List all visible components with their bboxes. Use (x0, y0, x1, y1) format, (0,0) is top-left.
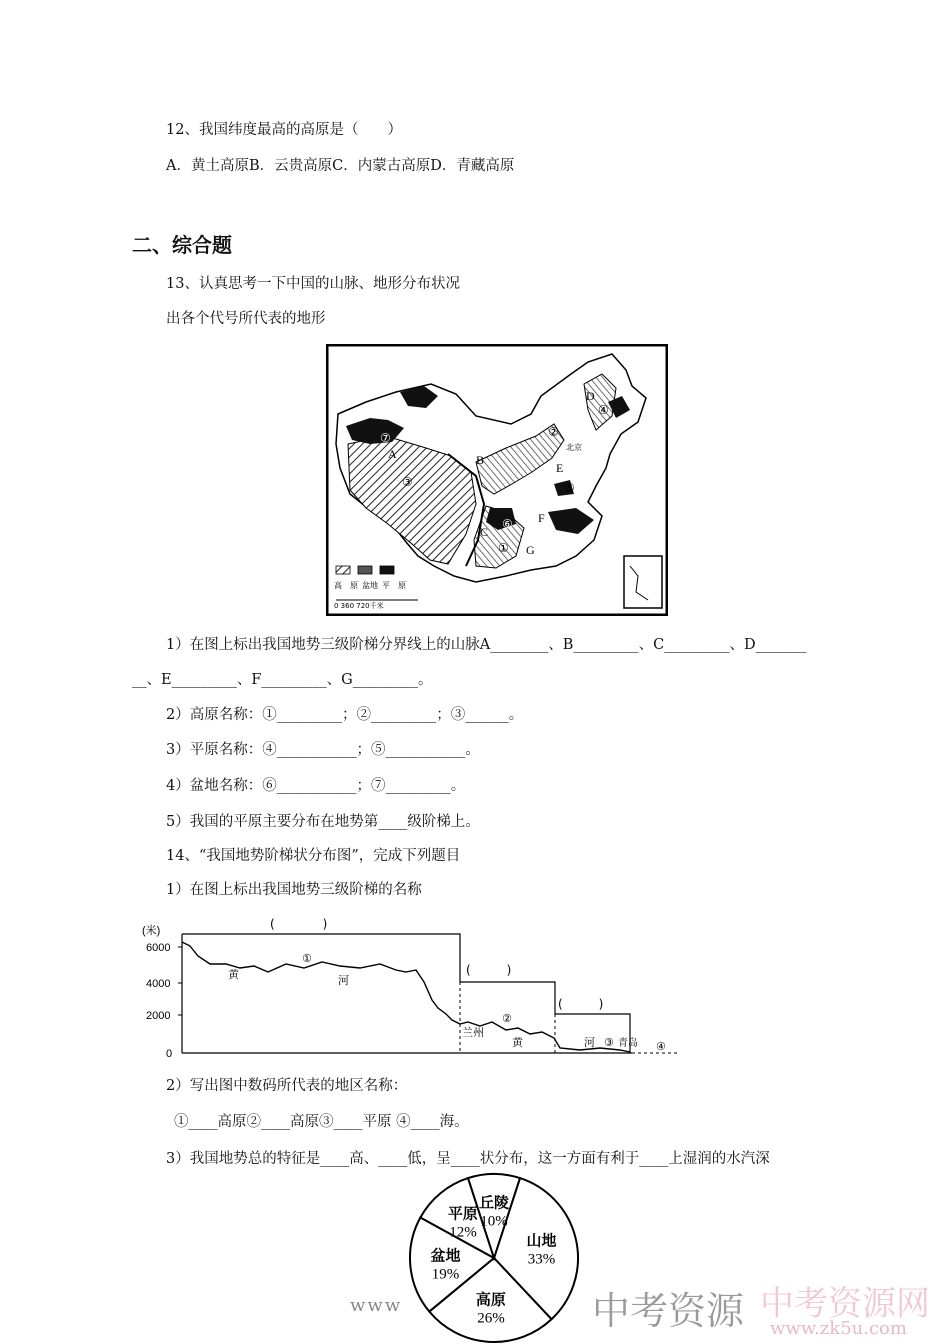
bracket-step1: ( ) (270, 917, 328, 931)
pie-value-mountain: 33% (527, 1251, 556, 1268)
label-circled-5: ⑤ (564, 481, 575, 495)
q12-stem: 12、我国纬度最高的高原是（ ） (166, 122, 402, 138)
label-beijing: 北京 (566, 443, 582, 452)
label-he-1: 河 (338, 974, 349, 987)
label-f: F (538, 511, 545, 525)
china-terrain-map (326, 344, 668, 616)
pie-label-plain: 平原 (447, 1204, 478, 1223)
bracket-step3: ( ) (558, 997, 604, 1011)
label-g: G (526, 543, 535, 557)
step-boxes (182, 934, 630, 1053)
label-circled-1-profile: ① (302, 952, 312, 965)
ytick-4000: 4000 (146, 978, 171, 990)
legend-mid: 盆地 (362, 581, 378, 590)
pie-value-basin: 19% (431, 1266, 460, 1283)
label-b: B (476, 453, 485, 467)
terrain-pie-chart (404, 1170, 590, 1344)
q13-s5: 5）我国的平原主要分布在地势第____级阶梯上。 (166, 814, 480, 830)
legend-high: 高 原 (334, 581, 358, 590)
legend-low: 平 原 (382, 581, 406, 590)
south-sea-inset (624, 556, 662, 608)
q13-stem: 13、认真思考一下中国的山脉、地形分布状况 (166, 276, 460, 292)
pie-label-basin: 盆地 (430, 1246, 461, 1265)
watermark-right-bottom: www.zk5u.com (770, 1318, 907, 1339)
pie-label-hill: 丘陵 (478, 1193, 510, 1212)
pie-label-mountain: 山地 (526, 1231, 557, 1250)
q13-s2: 2）高原名称：①_________；②_________；③______。 (166, 707, 524, 723)
label-lanzhou: 兰州 (462, 1026, 484, 1039)
watermark-right-top: 中考资源网 (760, 1284, 930, 1324)
q14-s2: 2）写出图中数码所代表的地区名称： (166, 1078, 408, 1094)
section-heading: 二、综合题 (132, 233, 232, 257)
ytick-0: 0 (166, 1048, 173, 1060)
label-e: E (556, 461, 564, 475)
q13-s1-line1: 1）在图上标出我国地势三级阶梯分界线上的山脉A________、B_________、C_________、D_______ (166, 637, 807, 653)
label-circled-6: ⑥ (502, 517, 513, 531)
label-a: A (388, 447, 397, 461)
label-circled-4-profile: ④ (656, 1040, 666, 1053)
pie-value-hill: 10% (480, 1213, 508, 1230)
ytick-2000: 2000 (146, 1010, 171, 1022)
label-circled-3-profile: ③ (604, 1036, 614, 1049)
label-c: C (480, 525, 489, 539)
q13-s4: 4）盆地名称：⑥___________；⑦_________。 (166, 778, 466, 794)
label-huang-1: 黄 (228, 968, 239, 981)
pie-slices (410, 1174, 578, 1342)
q13-instruction: 出各个代号所代表的地形 (166, 311, 326, 327)
q14-s1: 1）在图上标出我国地势三级阶梯的名称 (166, 882, 422, 898)
profile-unit: (米) (142, 925, 161, 937)
label-circled-2-profile: ② (502, 1012, 512, 1025)
watermark-middle: 中考资源 (592, 1289, 745, 1333)
label-qingdao: 青岛 (618, 1038, 638, 1049)
watermark-left: www (350, 1295, 403, 1316)
q13-s1-line2: __、E_________、F_________、G_________。 (132, 672, 433, 688)
pie-value-plateau: 26% (477, 1310, 505, 1327)
terrain-profile-chart (140, 912, 700, 1062)
q12-options: A．黄土高原B．云贵高原C．内蒙古高原D．青藏高原 (166, 158, 515, 174)
label-circled-1: ① (498, 541, 509, 555)
label-circled-3: ③ (402, 475, 413, 489)
label-circled-4: ④ (598, 403, 609, 417)
label-d: D (586, 389, 595, 403)
label-circled-7: ⑦ (380, 431, 391, 445)
label-circled-2: ② (548, 425, 559, 439)
bracket-step2: ( ) (466, 963, 512, 977)
ytick-6000: 6000 (146, 942, 171, 954)
label-huang-2: 黄 (512, 1036, 523, 1049)
label-he-2: 河 (584, 1036, 595, 1049)
pie-value-plain: 12% (449, 1224, 477, 1241)
q14-s2-answer: ①____高原②____高原③____平原 ④____海。 (174, 1114, 469, 1130)
pie-label-plateau: 高原 (475, 1290, 506, 1309)
q14-s3: 3）我国地势总的特征是____高、____低，呈____状分布，这一方面有利于____上湿润的水汽深 (166, 1151, 770, 1167)
q14-title: 14、“我国地势阶梯状分布图”，完成下列题目 (166, 848, 461, 864)
q13-s3: 3）平原名称：④___________；⑤___________。 (166, 742, 480, 758)
legend-scale: 0 360 720千米 (334, 602, 384, 610)
